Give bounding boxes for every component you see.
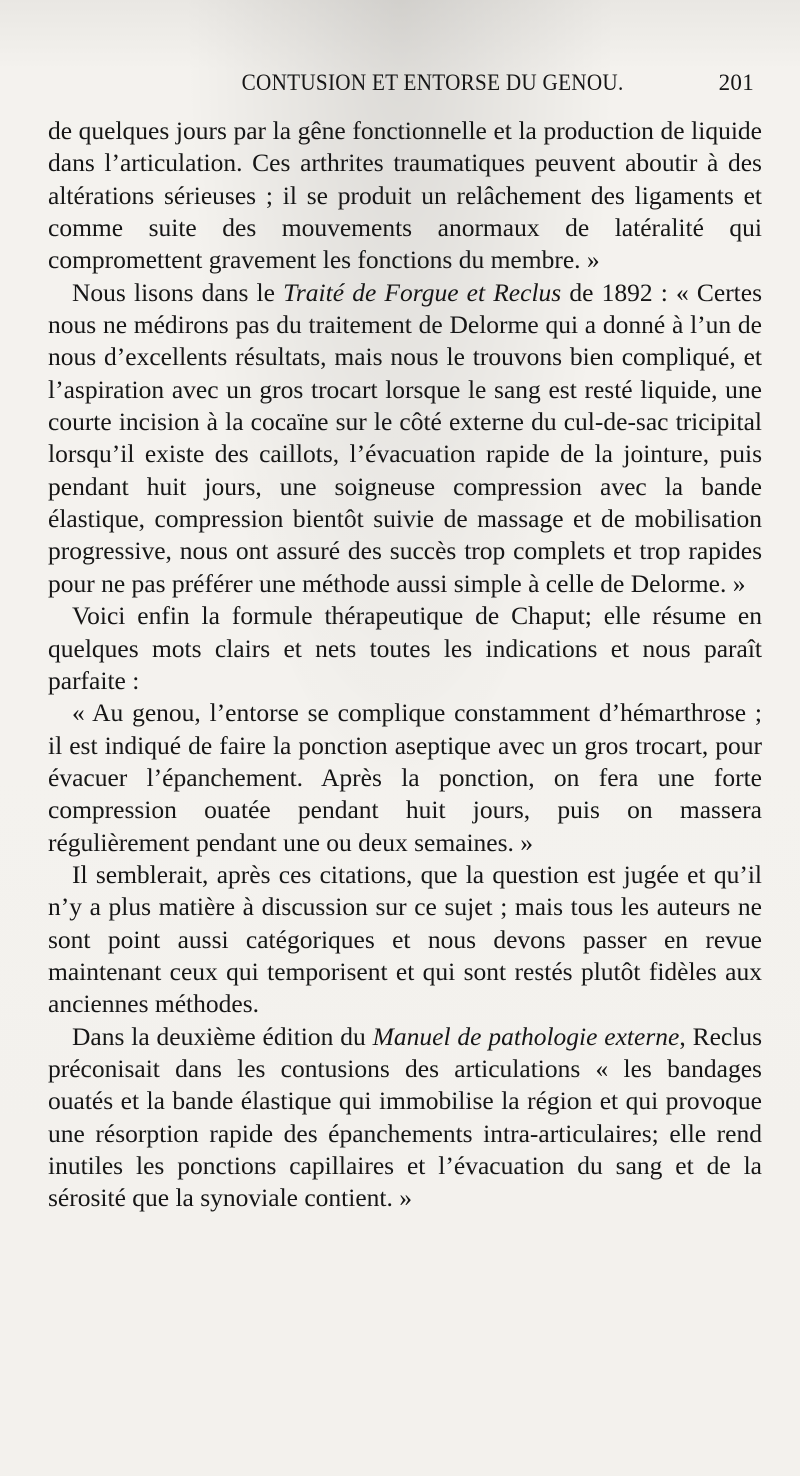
paragraph-2 bbox=[48, 277, 762, 600]
page-header bbox=[48, 70, 762, 102]
page-number: 201 bbox=[718, 70, 754, 95]
paragraph-2-rest: de 1892 : « Certes nous ne médirons pas du traitement de Delorme qui a donné à l’un de nous d’excellents résultats, mais nous le trouvons bien compliqué, et l’aspiration avec un gros trocart lorsque le sang est resté liquide, une courte incision à la cocaïne sur le côté externe du cul-de-sac tricipital lorsqu’il existe des caillots, l’évacuation rapide de la jointure, puis pendant huit jours, une soigneuse compression avec la bande élastique, compression bientôt suivie de massage et de mobilisation progressive, nous ont assuré des succès trop complets et trop rapides pour ne pas préférer une méthode aussi simple à celle de Delorme. » bbox=[48, 277, 763, 598]
paragraph-6 bbox=[48, 1021, 762, 1215]
paragraph-3: Voici enfin la formule thérapeutique de Chaput; elle résume en quelques mots clairs et nets toutes les indications et nous paraît parfaite : bbox=[48, 601, 762, 695]
paragraph-4: « Au genou, l’entorse se complique constamment d’hémarthrose ; il est indiqué de faire la ponction aseptique avec un gros trocart, pour évacuer l’épanchement. Après la ponction, on fera une forte compression ouatée pendant huit jours, puis on massera régulièrement pendant une ou deux semaines. » bbox=[48, 698, 762, 857]
running-head: CONTUSION ET ENTORSE DU GENOU. bbox=[241, 70, 624, 95]
paragraph-1: de quelques jours par la gêne fonctionnelle et la production de liquide dans l’articulation. Ces arthrites traumatiques peuvent aboutir à des altérations sérieuses ; il se produit un relâchement des ligaments et comme suite des mouvements anormaux de latéralité qui compromettent gravement les fonctions du membre. » bbox=[48, 116, 762, 275]
paragraph-2-lead: Nous lisons dans le bbox=[72, 277, 284, 307]
paragraph-5: Il semblerait, après ces citations, que la question est jugée et qu’il n’y a plus matière à discussion sur ce sujet ; mais tous les auteurs ne sont point aussi catégoriques et nous devons passer en revue maintenant ceux qui temporisent et qui sont restés plutôt fidèles aux anciennes méthodes. bbox=[48, 859, 762, 1019]
paragraph-6-lead: Dans la deuxième édition du bbox=[72, 1021, 373, 1051]
paragraph-6-rest: , Reclus préconisait dans les contusions des articulations « les bandages ouatés et la bande élastique qui immobilise la région et qui provoque une résorption rapide des épanchements intra-articulaires; elle rend inutiles les ponctions capillaires et l’évacuation du sang et de la sérosité que la synoviale contient. » bbox=[48, 1021, 762, 1213]
paragraph-6-citation-title: Manuel de pathologie externe bbox=[372, 1021, 680, 1051]
body-text bbox=[48, 115, 762, 1215]
paragraph-2-citation-title: Traité de Forgue et Reclus bbox=[283, 277, 562, 307]
